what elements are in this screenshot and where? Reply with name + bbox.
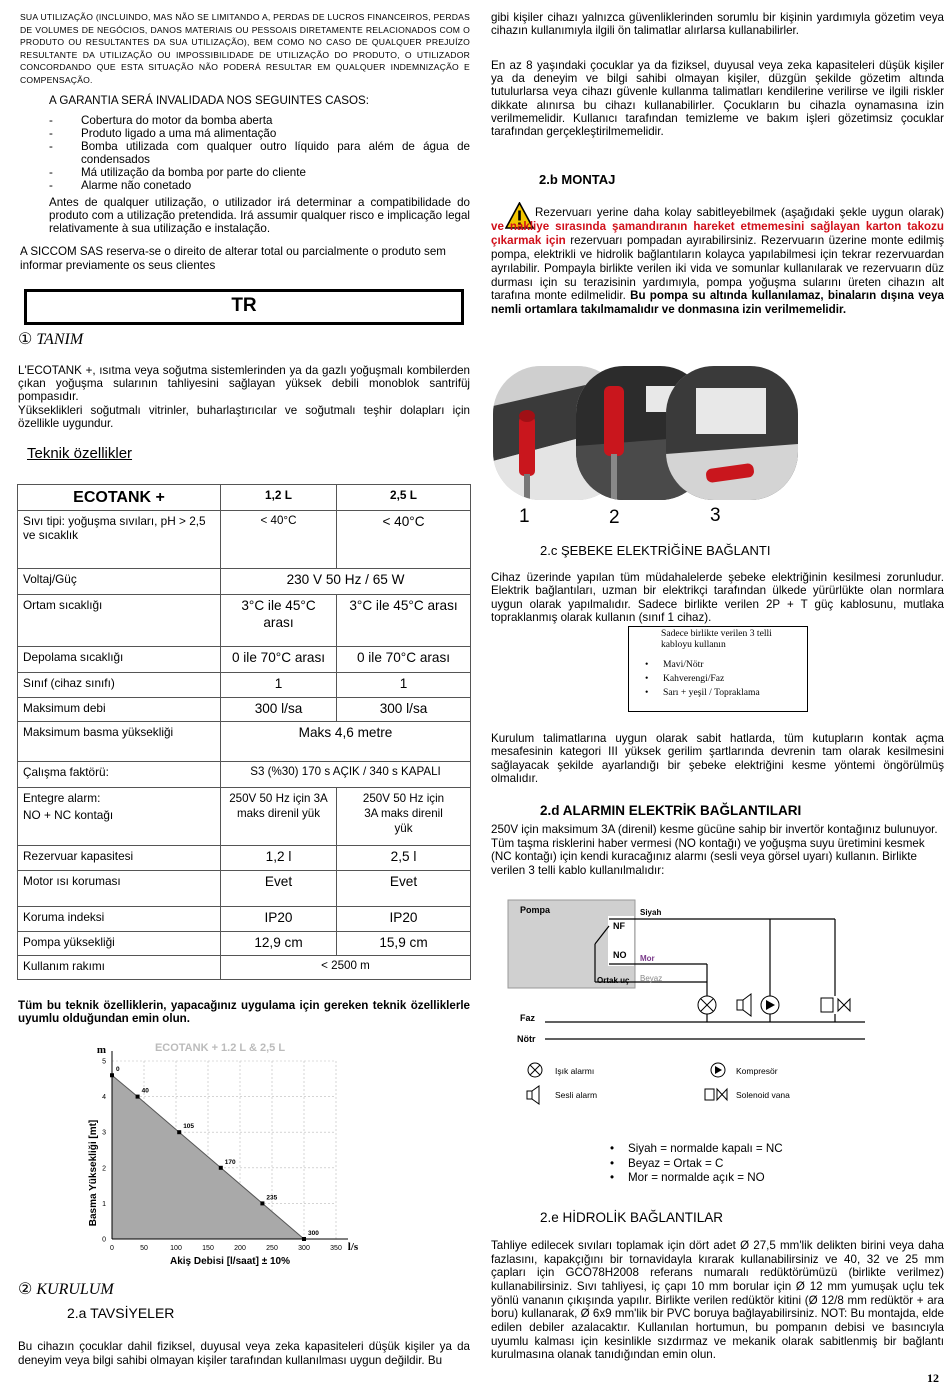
subsection-2b-heading: 2.b MONTAJ <box>539 172 616 187</box>
chart-point <box>219 1166 223 1170</box>
x-tick-label: 150 <box>202 1245 214 1252</box>
table-row <box>18 569 471 595</box>
x-tick-label: 300 <box>298 1245 310 1252</box>
section-title: KURULUM <box>36 1281 114 1298</box>
x-tick-label: 350 <box>330 1245 342 1252</box>
table-header-cell: ECOTANK + <box>18 485 221 511</box>
y-tick-label: 4 <box>102 1094 106 1102</box>
table-row <box>18 956 471 980</box>
sound-alarm-icon <box>737 994 751 1016</box>
chart-point <box>302 1237 306 1241</box>
section-number: ① <box>18 331 33 348</box>
diagram-label: NF <box>613 921 625 931</box>
table-cell: < 40°C <box>337 511 471 569</box>
diagram-label: Mor <box>640 954 655 963</box>
pt-warranty-heading: A GARANTIA SERÁ INVALIDADA NOS SEGUINTES CASOS: <box>49 94 369 107</box>
list-item: - Cobertura do motor da bomba aberta <box>49 114 470 127</box>
table-cell: 15,9 cm <box>337 932 471 956</box>
table-row <box>18 762 471 788</box>
light-alarm-icon <box>698 996 716 1014</box>
chart-point-label: 170 <box>224 1158 236 1166</box>
table-cell: 230 V 50 Hz / 65 W <box>221 569 471 595</box>
table-cell: Depolama sıcaklığı <box>18 647 221 673</box>
specs-note: Tüm bu teknik özelliklerin, yapacağınız uygulama için gereken teknik özelliklerle uyumlu olduğundan emin olun. <box>18 999 470 1026</box>
table-header-cell: 1,2 L <box>221 485 337 511</box>
x-tick-label: 0 <box>110 1245 114 1252</box>
table-cell: 3°C ile 45°C arası <box>337 595 471 647</box>
cable-box-title: Sadece birlikte verilen 3 telli kabloyu kullanın <box>661 628 772 651</box>
table-cell: Rezervuar kapasitesi <box>18 846 221 871</box>
diagram-label: NO <box>613 950 627 960</box>
pump-curve-chart <box>78 1033 368 1273</box>
alarm-wiring-diagram <box>505 896 885 1106</box>
list-item: • Beyaz = Ortak = C <box>610 1157 910 1172</box>
list-item: • Kahverengi/Faz <box>645 672 801 686</box>
specs-heading: Teknik özellikler <box>27 445 133 462</box>
mounting-warning-text: ve nakliye sırasında şamandıranın hareket etmemesini sağlayan karton takozu çıkarmak için <box>491 219 944 247</box>
y-tick-label: 3 <box>102 1129 106 1137</box>
diagram-label: Nötr <box>517 1034 536 1044</box>
chart-point-label: 235 <box>266 1194 278 1202</box>
diagram-label: Siyah <box>640 908 662 917</box>
pt-siccom-paragraph: A SICCOM SAS reserva-se o direito de alterar total ou parcialmente o produto sem informar previamente os seus clientes <box>20 245 446 273</box>
table-cell: 12,9 cm <box>221 932 337 956</box>
chart-point-label: 0 <box>116 1066 120 1074</box>
y-tick-label: 1 <box>102 1200 106 1208</box>
section-number: ② <box>18 1281 33 1298</box>
list-item: - Má utilização da bomba por parte do cliente <box>49 166 470 179</box>
chart-point-label: 105 <box>183 1123 195 1131</box>
legend-label: Solenoid vana <box>736 1090 790 1100</box>
table-cell: Kullanım rakımı <box>18 956 221 980</box>
specs-table <box>17 484 471 980</box>
mounting-bold-note: Bu pompa su altında kullanılamaz, binaların dışına veya nemli ortamlara takılmamalıdır ve donmasına izin verilmemelidir. <box>491 289 944 317</box>
chart-x-unit: l/s <box>347 1241 359 1253</box>
table-cell: 300 l/sa <box>221 698 337 722</box>
table-cell: Maksimum basma yüksekliği <box>18 722 221 762</box>
light-alarm-legend-icon <box>528 1063 542 1077</box>
supervision-paragraph: gibi kişiler cihazı yalnızca güvenliklerinden sorumlu bir kişinin yardımıyla gözetim veya cihazın kullanımıyla ilgili ön talimatlar alırlarsa kullanabilirler. <box>491 11 944 38</box>
legend-label: Sesli alarm <box>555 1090 598 1100</box>
chart-title: ECOTANK + 1.2 L & 2,5 L <box>154 1042 286 1054</box>
chart-point <box>136 1095 140 1099</box>
subsection-2c-heading: 2.c ŞEBEKE ELEKTRİĞİNE BAĞLANTI <box>540 543 771 558</box>
page-number: 12 <box>927 1371 939 1385</box>
table-cell: Voltaj/Güç <box>18 569 221 595</box>
diagram-label: Faz <box>520 1013 536 1023</box>
recommendations-paragraph: Bu cihazın çocuklar dahil fiziksel, duyusal veya zeka kapasiteleri düşük kişiler ya da deneyim veya bilgi sahibi olmayan kişiler tarafından kullanılması uygun değildir. Bu <box>18 1340 470 1368</box>
table-cell: 2,5 l <box>337 846 471 871</box>
list-item: - Alarme não conetado <box>49 179 470 192</box>
list-item: • Mor = normalde açık = NO <box>610 1171 910 1186</box>
mains-paragraph: Cihaz üzerinde yapılan tüm müdahalelerde şebeke elektriğinin kesilmesi zorunludur. Elektrik bağlantıları, uzman bir elektrikçi tarafından ülkede yürürlükte olan normlara uygun olarak yapılmalıdır. Sadece birlikte verilen 2P + T güç kablosunu, mutlaka topraklanmış olarak kullanın (sınıf 1 cihaz). <box>491 571 944 625</box>
mounting-text-2: rezervuarı pompadan ayırabilirsiniz. Rezervuarın üzerine monte edilmiş pompa, elektrikli ve hidrolik bağlantıların kolayca yapılabilmesi için tekrar rezervuardan ayrılabilir. Pompayla birlikte verilen iki vida ve somunlar kullanılarak ve rezervuarın düz durması için su terazisinin yardımıyla, pompa yoğuşma sularını üreten cihazın alt tarafına monte edilmelidir. <box>491 233 944 303</box>
hydraulic-paragraph: Tahliye edilecek sıvıları toplamak için dört adet Ø 27,5 mm'lik delikten birini veya daha fazlasını, kapakçığını bir tornavidayla kırarak kullanabilirsiniz ve 40, 32 ve 25 mm çapları için GCO78H2008 referans numaralı redüktörümüzü (birlikte verilmez) kullanabilirsiniz. Sıvı tahliyesi, iç çapı 10 mm borular için Ø 12 mm yumuşak uçlu tek yönlü vananın çıkışında yapılır. Birlikte verilen redüktör kitini (Ø 12/8 mm redüktör + ara boru) kullanarak, Ø 6x9 mm'lik bir PVC boruya bağlayabilirsiniz. NOT: Bu montajda, elde edilen debiler azalacaktır. Kullanılan hortumun, bu pompanın debisi ve basıncıyla uyumlu kalması için kesinlikle sızdırmaz ve mekanik olarak sabitlenmiş bir bağlantı kurulmasına olanak tanıdığından emin olun. <box>491 1239 944 1362</box>
compressor-icon <box>761 996 779 1014</box>
table-cell: Sıvı tipi: yoğuşma sıvıları, pH > 2,5 ve sıcaklık <box>18 511 221 569</box>
x-tick-label: 200 <box>234 1245 246 1252</box>
section-2-heading <box>18 1280 114 1299</box>
definition-paragraph-1: L'ECOTANK +, ısıtma veya soğutma sistemlerinden ya da gazlı yoğuşmalı kombilerden çıkan yoğuşma sularının tahliyesini sağlayan yüksek debili monoblok santrifüj pompasıdır. <box>18 364 470 404</box>
x-tick-label: 50 <box>140 1245 148 1252</box>
y-tick-label: 2 <box>102 1165 106 1173</box>
table-cell: < 40°C <box>221 511 337 569</box>
table-row <box>18 698 471 722</box>
table-row <box>18 595 471 647</box>
legend-label: Kompresör <box>736 1066 778 1076</box>
table-cell: Maks 4,6 metre <box>221 722 471 762</box>
table-cell: Sınıf (cihaz sınıfı) <box>18 673 221 698</box>
table-cell: Ortam sıcaklığı <box>18 595 221 647</box>
table-row <box>18 511 471 569</box>
mounting-photo-3 <box>666 366 798 500</box>
language-box: TR <box>24 289 464 325</box>
table-cell: Evet <box>337 871 471 907</box>
table-cell: 0 ile 70°C arası <box>337 647 471 673</box>
table-cell: 3°C ile 45°C arası <box>221 595 337 647</box>
y-tick-label: 0 <box>102 1236 106 1244</box>
alarm-paragraph: 250V için maksimum 3A (direnil) kesme gücüne sahip bir invertör kontağınız bulunuyor. Tüm taşma risklerini haber vermesi (NO kontağı) ve yoğuşma suyu üretimini kesmek (NC kontağı) için kendi kuracağınız alarmı (sesli veya görsel uyarı) kullanın. Birlikte verilen 3 telli kablo kullanılmalıdır: <box>491 823 938 878</box>
solenoid-legend-icon <box>705 1089 727 1100</box>
mounting-text: Rezervuarı yerine daha kolay sabitleyebilmek (aşağıdaki şekle uygun olarak) <box>535 206 944 219</box>
table-cell: Pompa yüksekliği <box>18 932 221 956</box>
table-row <box>18 846 471 871</box>
table-row <box>18 932 471 956</box>
diagram-label: Ortak uç <box>597 976 630 985</box>
cable-info-box <box>628 626 808 712</box>
subsection-2e-heading: 2.e HİDROLİK BAĞLANTILAR <box>540 1210 724 1225</box>
mounting-paragraph <box>491 206 944 317</box>
section-title: TANIM <box>36 331 84 348</box>
table-row <box>18 485 471 511</box>
table-cell <box>18 788 221 846</box>
table-header-cell: 2,5 L <box>337 485 471 511</box>
list-item: - Produto ligado a uma má alimentação <box>49 127 470 140</box>
section-1-heading <box>18 330 83 349</box>
table-cell: 250V 50 Hz için 3A maks direnil yük <box>337 788 471 846</box>
table-cell: Çalışma faktörü: <box>18 762 221 788</box>
table-cell: < 2500 m <box>221 956 471 980</box>
chart-point <box>110 1073 114 1077</box>
y-tick-label: 5 <box>102 1058 106 1066</box>
table-cell: Evet <box>221 871 337 907</box>
x-tick-label: 250 <box>266 1245 278 1252</box>
table-cell: S3 (%30) 170 s AÇIK / 340 s KAPALI <box>221 762 471 788</box>
solenoid-valve-icon <box>821 998 850 1012</box>
table-cell: 1 <box>221 673 337 698</box>
list-item: • Sarı + yeşil / Topraklama <box>645 686 801 700</box>
table-row <box>18 788 471 846</box>
list-item: • Siyah = normalde kapalı = NC <box>610 1142 910 1157</box>
table-row <box>18 722 471 762</box>
table-cell: IP20 <box>337 907 471 932</box>
table-row <box>18 673 471 698</box>
x-tick-label: 100 <box>170 1245 182 1252</box>
list-item: • Mavi/Nötr <box>645 658 801 672</box>
installation-paragraph: Kurulum talimatlarına uygun olarak sabit hatlarda, tüm kutupların kontak açma mesafesinin kategori III yüksek gerilim şartlarında devrenin tam olarak kesilmesini sağlayacak şekilde ayarlandığı bir şebeke elektriğini kesme yöntemi öngörülmüş olmalıdır. <box>491 732 944 786</box>
pt-liability-clause: SUA UTILIZAÇÃO (INCLUINDO, MAS NÃO SE LIMITANDO A, PERDAS DE LUCROS FINANCEIROS, PERDAS DE VOLUMES DE NEGÓCIOS, DANOS MATERIAIS OU PESSOAIS DIRETAMENTE RELACIONADOS COM O PRODUTO OU RESULTANTES DA SUA UTILIZAÇÃO), BEM COMO NO CASO DE QUALQUER PREJUÍZO RESULTANTE DA UTILIZAÇÃO OU IMPOSSIBILIDADE DE UTILIZAÇÃO DO PRODUTO, O UTILIZADOR CONCORDANDO QUE ESTA SITUAÇÃO NÃO PODERÁ RESULTAR EM QUALQUER INDEMNIZAÇÃO E COMPENSAÇÃO. <box>20 12 470 85</box>
chart-point-label: 300 <box>308 1230 319 1237</box>
photo-number: 2 <box>609 507 620 528</box>
sound-alarm-legend-icon <box>527 1086 539 1104</box>
diagram-label: Pompa <box>520 905 551 915</box>
chart-point-label: 40 <box>141 1087 149 1095</box>
chart-x-label: Akiş Debisi [l/saat] ± 10% <box>170 1256 290 1267</box>
chart-point <box>177 1130 181 1134</box>
pt-warranty-cases <box>49 114 470 192</box>
cable-list <box>635 658 801 701</box>
diagram-label: Beyaz <box>640 974 663 983</box>
chart-y-label: Basma Yüksekliği [mt] <box>88 1119 99 1227</box>
pt-compatibility-paragraph: Antes de qualquer utilização, o utilizador irá determinar a compatibilidade do produto com a utilização pretendida. Irá assumir qualquer risco e implicação legal relativamente à sua utilização e instalação. <box>49 196 470 235</box>
subsection-2d-heading: 2.d ALARMIN ELEKTRİK BAĞLANTILARI <box>540 803 802 818</box>
table-cell: IP20 <box>221 907 337 932</box>
alarm-label-line: NO + NC kontağı <box>23 808 114 823</box>
alarm-label-line: Entegre alarm: <box>23 791 101 806</box>
table-cell: 1 <box>337 673 471 698</box>
chart-y-unit: m <box>96 1044 106 1056</box>
legend-label: Işık alarmı <box>555 1066 595 1076</box>
table-cell: 0 ile 70°C arası <box>221 647 337 673</box>
table-row <box>18 647 471 673</box>
table-row <box>18 871 471 907</box>
table-cell: Motor ısı koruması <box>18 871 221 907</box>
definition-paragraph-2: Yükseklikleri soğutmalı vitrinler, buharlaştırıcılar ve soğutmalı teşhir dolapları için özellikle uygundur. <box>18 404 470 431</box>
table-cell: 1,2 l <box>221 846 337 871</box>
table-row <box>18 907 471 932</box>
subsection-2a-heading: 2.a TAVSİYELER <box>67 1305 175 1321</box>
children-paragraph: En az 8 yaşındaki çocuklar ya da fiziksel, duyusal veya zeka kapasiteleri düşük kişiler ya da deneyim ve bilgi sahibi olmayan kişiler, düzgün şekilde gözetim altında tutulurlarsa veya cihazı güvenle kullanma talimatları kendilerine verilirse ve ilgili riskler dikkate alınırsa bu cihazı kullanabilirler. Çocukların bu cihazla oynamasına izin verilmemelidir. Kullanıcı tarafından temizleme ve bakım işleri gözetimsiz çocuklar tarafından gerçekleştirilmemelidir. <box>491 59 944 139</box>
table-cell: 250V 50 Hz için 3A maks direnil yük <box>221 788 337 846</box>
table-cell: Koruma indeksi <box>18 907 221 932</box>
wire-color-list <box>610 1142 910 1186</box>
compressor-legend-icon <box>711 1063 725 1077</box>
list-item: - Bomba utilizada com qualquer outro líquido para além de água de condensados <box>49 140 470 166</box>
photo-number: 3 <box>710 505 721 526</box>
table-cell: Maksimum debi <box>18 698 221 722</box>
table-cell: 300 l/sa <box>337 698 471 722</box>
photo-number: 1 <box>519 506 530 527</box>
chart-point <box>260 1201 264 1205</box>
